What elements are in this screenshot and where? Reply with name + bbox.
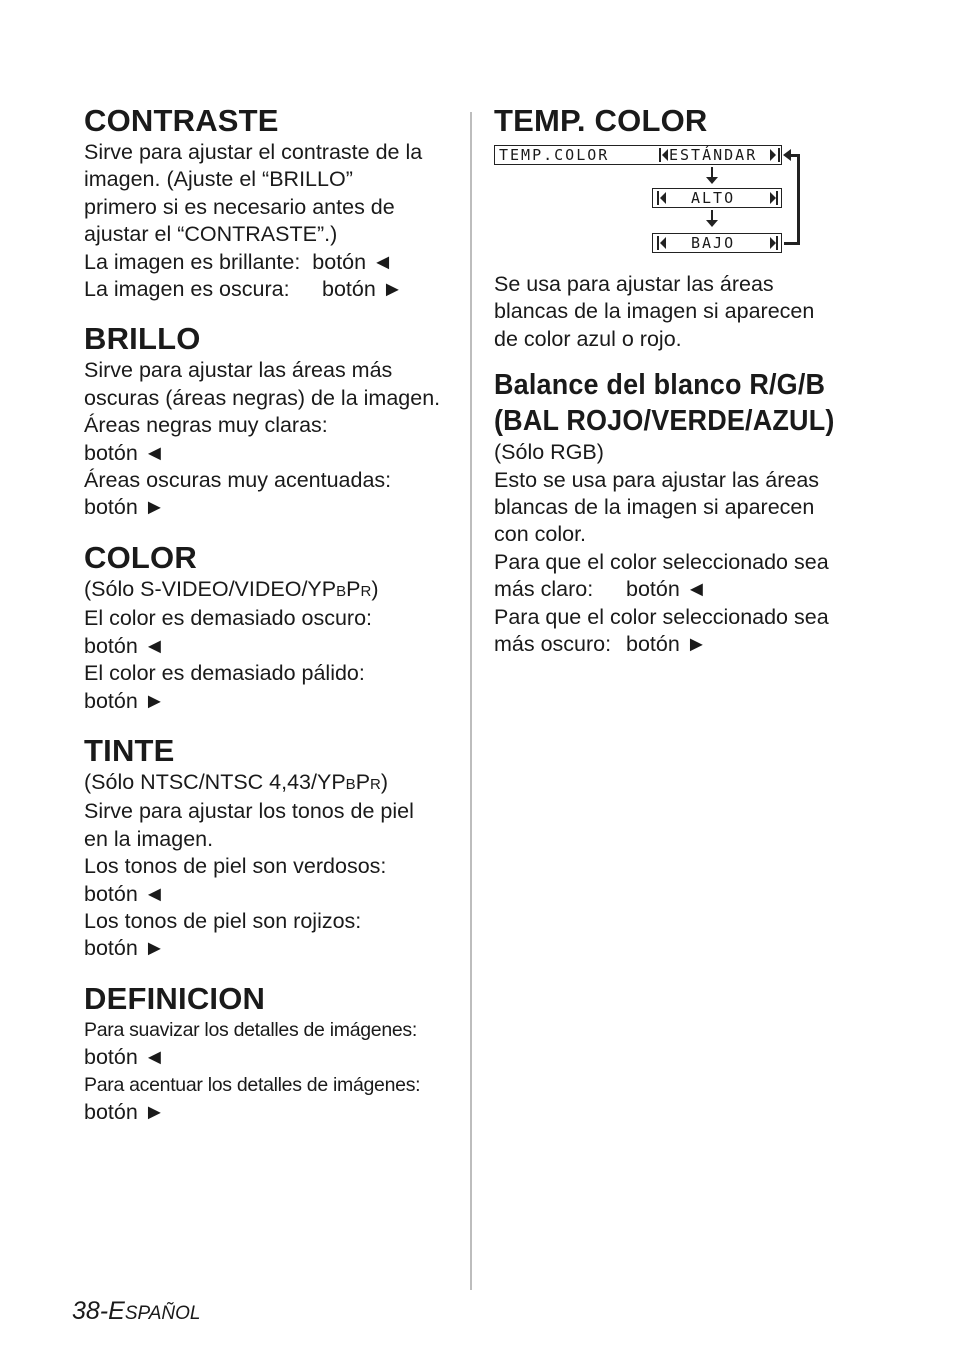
text-line: blancas de la imagen si aparecen (494, 299, 815, 324)
instruction-label: La imagen es oscura: (84, 277, 290, 302)
column-divider (470, 112, 472, 1290)
instruction-value: botón ► (322, 277, 404, 302)
text-line: en la imagen. (84, 826, 214, 851)
text-line: primero si es necesario antes de (84, 194, 395, 219)
instruction-row (84, 249, 456, 276)
instruction-row (494, 576, 864, 603)
text-line: Esto se usa para ajustar las áreas (494, 467, 820, 492)
text-line: Áreas oscuras muy acentuadas: (84, 468, 392, 493)
right-column (494, 103, 864, 662)
availability-note: (Sólo RGB) (494, 440, 604, 465)
text-line: Sirve para ajustar las áreas más (84, 358, 393, 383)
osd-value-standard: ESTÁNDAR (669, 146, 758, 164)
heading-brillo: BRILLO (84, 321, 201, 357)
text-line: botón ► (84, 936, 166, 961)
text-line: ajustar el “CONTRASTE”.) (84, 222, 338, 247)
text-line: Para suavizar los detalles de imágenes: (84, 1018, 417, 1041)
heading-contraste: CONTRASTE (84, 103, 279, 138)
osd-left-bar (659, 148, 661, 162)
osd-left-bar (657, 236, 659, 250)
text-line: Se usa para ajustar las áreas (494, 272, 774, 296)
text-line: imagen. (Ajuste el “BRILLO” (84, 167, 353, 192)
instruction-value: botón ◄ (626, 577, 708, 602)
text-line: botón ◄ (84, 633, 166, 658)
osd-right-bar (776, 191, 778, 205)
instruction-label: más oscuro: (494, 632, 612, 657)
instruction-label: La imagen es brillante: (84, 249, 301, 274)
language-initial: E (108, 1297, 125, 1325)
instruction-value: botón ◄ (312, 249, 394, 274)
osd-left-arrow-icon (660, 192, 666, 204)
left-column (84, 103, 456, 1130)
availability-note: (Sólo NTSC/NTSC 4,43/YPBPR) (84, 769, 389, 794)
heading-balance-line2: (BAL ROJO/VERDE/AZUL) (494, 405, 835, 438)
section-balance (494, 367, 864, 658)
instruction-row (494, 631, 864, 658)
instruction-value: botón ► (626, 632, 708, 657)
text-line: Sirve para ajustar el contraste de la (84, 140, 423, 164)
text-line: El color es demasiado oscuro: (84, 606, 373, 631)
heading-balance-line1: Balance del blanco R/G/B (494, 369, 826, 402)
osd-right-bar (776, 236, 778, 250)
osd-value-bajo: BAJO (691, 234, 736, 252)
text-line: Sirve para ajustar los tonos de piel (84, 799, 414, 824)
text-line: de color azul o rojo. (494, 326, 682, 351)
osd-value-alto: ALTO (691, 189, 736, 207)
text-line: Para que el color seleccionado sea (494, 549, 829, 574)
text-line: Para que el color seleccionado sea (494, 604, 829, 629)
osd-diagram (494, 145, 824, 257)
text-line: botón ◄ (84, 881, 166, 906)
instruction-label: más claro: (494, 577, 594, 602)
section-tinte (84, 733, 456, 963)
down-arrow-head (706, 220, 718, 227)
section-brillo (84, 321, 456, 521)
heading-definicion: DEFINICION (84, 980, 266, 1016)
text-line: botón ► (84, 1099, 166, 1124)
text-line: Los tonos de piel son rojizos: (84, 908, 362, 933)
section-definicion (84, 981, 456, 1127)
down-arrow-head (706, 177, 718, 184)
text-line: con color. (494, 522, 587, 547)
heading-tinte: TINTE (84, 732, 175, 768)
text-line: oscuras (áreas negras) de la imagen. (84, 385, 441, 410)
instruction-row (84, 276, 456, 303)
text-line: botón ◄ (84, 1045, 166, 1070)
page-number: 38- (72, 1297, 109, 1325)
osd-temp-color-row (494, 145, 782, 165)
section-contraste (84, 103, 456, 303)
text-line: Los tonos de piel son verdosos: (84, 854, 387, 879)
section-temp-color (494, 103, 864, 353)
section-color (84, 540, 456, 715)
osd-left-arrow-icon (662, 149, 668, 161)
osd-left-arrow-icon (660, 237, 666, 249)
osd-alto-row (652, 188, 782, 208)
heading-color: COLOR (84, 539, 197, 575)
osd-left-bar (657, 191, 659, 205)
page-footer (72, 1297, 201, 1326)
text-line: botón ► (84, 688, 166, 713)
text-line: botón ► (84, 495, 166, 520)
loop-connector-top (790, 154, 800, 157)
text-line: El color es demasiado pálido: (84, 661, 365, 686)
osd-label: TEMP.COLOR (499, 146, 610, 164)
text-line: botón ◄ (84, 440, 166, 465)
heading-temp-color: TEMP. COLOR (494, 103, 708, 138)
osd-right-arrow-icon (770, 149, 776, 161)
text-line: Áreas negras muy claras: (84, 413, 328, 438)
language-rest: SPAÑOL (124, 1303, 201, 1324)
loop-arrow-head-icon (783, 149, 791, 161)
osd-bajo-row (652, 233, 782, 253)
text-line: blancas de la imagen si aparecen (494, 495, 815, 520)
text-line: Para acentuar los detalles de imágenes: (84, 1073, 421, 1096)
loop-connector-vertical (797, 154, 800, 245)
osd-right-bar (778, 148, 780, 162)
availability-note: (Sólo S-VIDEO/VIDEO/YPBPR) (84, 576, 379, 601)
